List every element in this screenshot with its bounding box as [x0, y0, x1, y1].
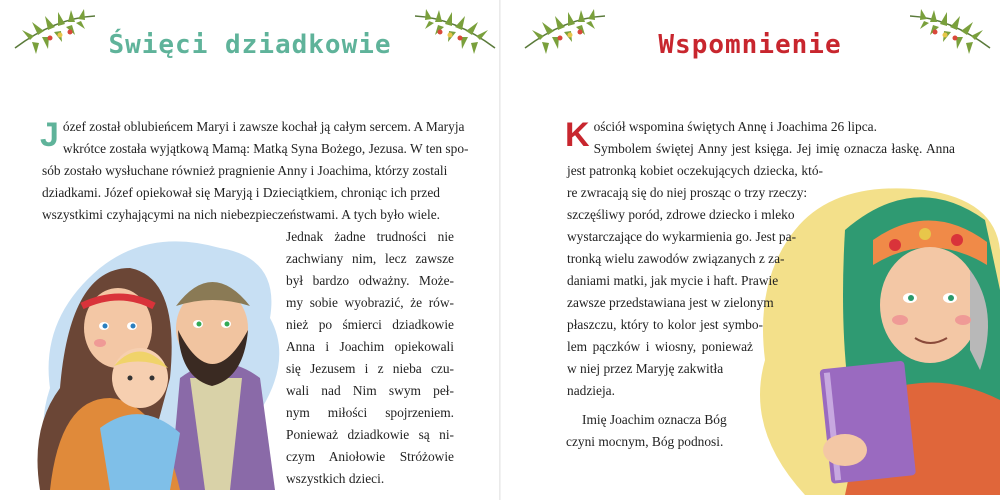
text-line: zachwiany nim, lecz zawsze	[286, 251, 454, 266]
text-line: sób zostało wysłuchane również pragnienie Anny i Joachima, którzy zostali	[42, 163, 448, 178]
text-line: lem pączków i wiosny, ponieważ	[567, 339, 753, 354]
text-line: ózef został oblubieńcem Maryi i zawsze kochał ją całym sercem. A Maryja	[62, 119, 465, 134]
page-title: Wspomnienie	[658, 30, 842, 60]
text-line: wszystkich dzieci.	[286, 471, 385, 486]
closing-paragraph	[566, 409, 762, 453]
right-page	[500, 0, 1000, 500]
text-line: zawsze przedstawiana jest w zielonym	[567, 295, 774, 310]
text-line: Imię Joachim oznacza Bóg	[582, 412, 727, 427]
text-line: dziadkami. Józef opiekował się Maryją i Dzieciątkiem, chroniąc ich przed	[42, 185, 440, 200]
text-line: wali nad Nim swym peł-	[286, 383, 454, 398]
text-line: daniami matki, jak mycie i haft. Prawie	[567, 273, 779, 288]
text-line: wszystkimi czyhającymi na nich niebezpieczeństwami. A tych było wiele.	[42, 207, 440, 222]
text-line: re zwracają się do niej prosząc o trzy rzeczy:	[567, 185, 808, 200]
drop-cap: K	[565, 116, 590, 154]
text-line: Jednak żadne trudności nie	[286, 229, 454, 244]
text-line: wkrótce została wyjątkową Mamą: Matką Syna Bożego, Jezusa. W ten spo-	[62, 141, 469, 156]
drop-cap: J	[40, 116, 59, 154]
text-line: wystarczające do wykarmienia go. Jest pa-	[567, 229, 797, 244]
family-illustration	[30, 228, 300, 490]
text-line: był bardzo odważny. Może-	[286, 273, 454, 288]
text-line: czym Aniołowie Stróżowie	[286, 449, 454, 464]
page-title: Święci dziadkowie	[108, 30, 392, 60]
column-paragraph	[286, 226, 454, 490]
text-line: się Jezusem i z nieba czu-	[286, 361, 454, 376]
intro-paragraph	[40, 116, 469, 226]
text-line: czyni mocnym, Bóg podnosi.	[566, 434, 724, 449]
text-line: nadzieja.	[567, 383, 615, 398]
text-line: Anna i Joachim opiekowali	[286, 339, 454, 354]
text-line: nym miłości spojrzeniem.	[286, 405, 454, 420]
text-line: tronką wielu zawodów związanych z za-	[567, 251, 785, 266]
text-line: my sobie wyobrazić, że rów-	[286, 295, 454, 310]
text-line: Symbolem świętej Anny jest księga. Jej imię oznacza łaskę. Anna	[593, 141, 955, 156]
text-line: Ponieważ dziadkowie są ni-	[286, 427, 454, 442]
text-line: jest patronką kobiet oczekujących dziecka, któ-	[567, 163, 823, 178]
text-line: płaszczu, który to kolor jest symbo-	[567, 317, 763, 332]
text-line: nież po śmierci dziadkowie	[286, 317, 454, 332]
text-line: ościół wspomina świętych Annę i Joachima 26 lipca.	[593, 119, 877, 134]
main-paragraph	[567, 116, 955, 402]
text-line: szczęśliwy poród, zdrowe dziecko i mleko	[567, 207, 795, 222]
text-line: w niej przez Maryję zakwitła	[567, 361, 724, 376]
